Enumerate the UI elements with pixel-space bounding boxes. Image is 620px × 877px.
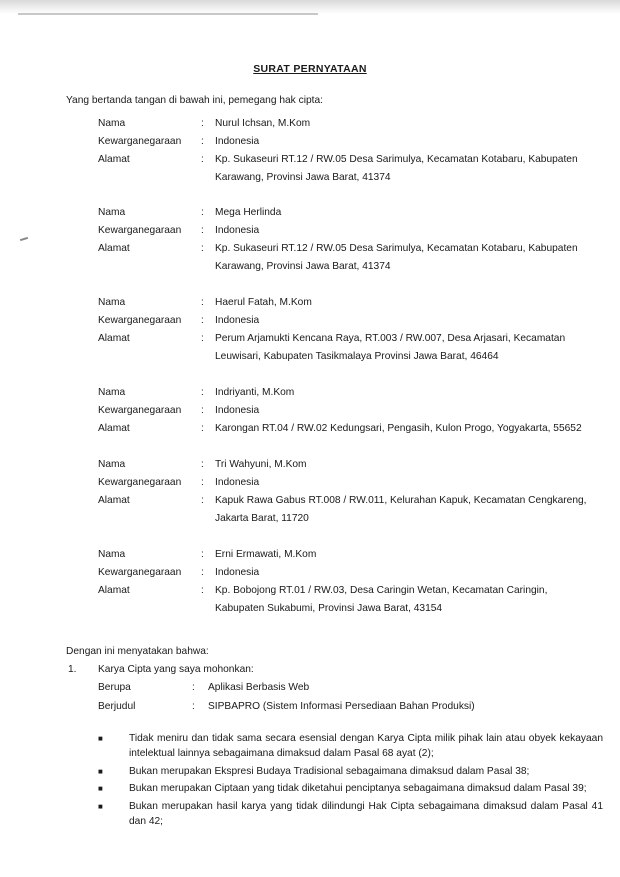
name-row	[98, 204, 608, 222]
field-label-name: Nama	[98, 549, 126, 560]
party-nationality: Indonesia	[215, 225, 260, 236]
field-label-address: Alamat	[98, 243, 130, 254]
party-nationality: Indonesia	[215, 477, 260, 488]
address-line: Perum Arjamukti Kencana Raya, RT.003 / RW.007, Desa Arjasari, Kecamatan	[215, 333, 566, 344]
colon: :	[201, 495, 204, 506]
party-nationality: Indonesia	[215, 405, 260, 416]
bullet-icon: ■	[98, 734, 103, 743]
list-item-text: Tidak meniru dan tidak sama secara esensial dengan Karya Cipta milik pihak lain atau obyek kekayaan intelektual lainnya sebagaimana dimaksud dalam Pasal 68 ayat (2);	[129, 733, 603, 759]
scan-artifact-line	[18, 13, 318, 15]
work-type-value: Aplikasi Berbasis Web	[208, 682, 310, 693]
party-name: Indriyanti, M.Kom	[215, 387, 295, 398]
field-label-address: Alamat	[98, 154, 130, 165]
item-text: Karya Cipta yang saya mohonkan:	[98, 664, 254, 675]
list-item	[98, 800, 603, 830]
nationality-row	[98, 474, 608, 492]
address-row	[98, 582, 608, 618]
colon: :	[201, 207, 204, 218]
bullet-icon: ■	[98, 784, 103, 794]
address-line: Karongan RT.04 / RW.02 Kedungsari, Pengasih, Kulon Progo, Yogyakarta, 55652	[215, 423, 582, 434]
nationality-row	[98, 402, 608, 420]
field-label-name: Nama	[98, 118, 126, 129]
name-row	[98, 294, 608, 312]
list-item	[98, 765, 603, 780]
party-name: Tri Wahyuni, M.Kom	[215, 459, 307, 470]
party-name: Nurul Ichsan, M.Kom	[215, 118, 311, 129]
list-item	[98, 782, 603, 797]
colon: :	[201, 585, 204, 596]
list-item-text: Bukan merupakan Ciptaan yang tidak diketahui penciptanya sebagaimana dimaksud dalam Pasal 39;	[129, 783, 587, 795]
bullet-icon: ■	[98, 802, 103, 812]
field-label-nationality: Kewarganegaraan	[98, 405, 182, 416]
nationality-row	[98, 222, 608, 240]
field-label-address: Alamat	[98, 423, 130, 434]
nationality-row	[98, 564, 608, 582]
name-row	[98, 115, 608, 133]
name-row	[98, 384, 608, 402]
party-nationality: Indonesia	[215, 567, 260, 578]
field-label-nationality: Kewarganegaraan	[98, 225, 182, 236]
list-item	[98, 732, 603, 762]
address-line: Jakarta Barat, 11720	[215, 513, 309, 524]
work-title-row	[98, 698, 598, 716]
field-label-nationality: Kewarganegaraan	[98, 136, 182, 147]
field-label-address: Alamat	[98, 585, 130, 596]
colon: :	[201, 118, 204, 129]
party-address	[215, 240, 608, 276]
document-title: SURAT PERNYATAAN	[253, 63, 367, 75]
address-line: Kp. Sukaseuri RT.12 / RW.05 Desa Sarimulya, Kecamatan Kotabaru, Kabupaten	[215, 154, 578, 165]
list-item-text: Bukan merupakan hasil karya yang tidak dilindungi Hak Cipta sebagaimana dimaksud dalam Pasal 41 dan 42;	[129, 801, 603, 827]
colon: :	[192, 682, 195, 693]
party-name: Mega Herlinda	[215, 207, 282, 218]
field-label-address: Alamat	[98, 495, 130, 506]
field-label-nationality: Kewarganegaraan	[98, 477, 182, 488]
declaration-list	[98, 732, 603, 833]
address-line: Kabupaten Sukabumi, Provinsi Jawa Barat, 43154	[215, 603, 443, 614]
intro-text: Yang bertanda tangan di bawah ini, pemegang hak cipta:	[66, 95, 323, 106]
scan-edge-shadow	[0, 0, 620, 14]
address-row	[98, 420, 608, 438]
party-name: Erni Ermawati, M.Kom	[215, 549, 317, 560]
scan-artifact-mark	[20, 237, 28, 241]
address-row	[98, 330, 608, 366]
address-line: Kapuk Rawa Gabus RT.008 / RW.011, Kelurahan Kapuk, Kecamatan Cengkareng,	[215, 495, 587, 506]
field-label-title: Berjudul	[98, 701, 136, 712]
colon: :	[201, 154, 204, 165]
address-line: Kp. Sukaseuri RT.12 / RW.05 Desa Sarimulya, Kecamatan Kotabaru, Kabupaten	[215, 243, 578, 254]
party-address	[215, 420, 608, 438]
colon: :	[201, 315, 204, 326]
colon: :	[201, 567, 204, 578]
party-block	[98, 115, 608, 187]
work-type-row	[98, 679, 598, 697]
colon: :	[201, 423, 204, 434]
name-row	[98, 456, 608, 474]
field-label-name: Nama	[98, 207, 126, 218]
address-line: Leuwisari, Kabupaten Tasikmalaya Provinsi Jawa Barat, 46464	[215, 351, 499, 362]
field-label-name: Nama	[98, 459, 126, 470]
field-label-name: Nama	[98, 297, 126, 308]
statement-text: Dengan ini menyatakan bahwa:	[66, 646, 209, 657]
work-title-value: SIPBAPRO (Sistem Informasi Persediaan Bahan Produksi)	[208, 701, 475, 712]
address-line: Karawang, Provinsi Jawa Barat, 41374	[215, 172, 391, 183]
party-address	[215, 492, 608, 528]
name-row	[98, 546, 608, 564]
item-number: 1.	[68, 664, 77, 675]
colon: :	[201, 477, 204, 488]
colon: :	[201, 405, 204, 416]
field-label-name: Nama	[98, 387, 126, 398]
party-nationality: Indonesia	[215, 315, 260, 326]
party-address	[215, 151, 608, 187]
bullet-icon: ■	[98, 766, 103, 776]
field-label-nationality: Kewarganegaraan	[98, 315, 182, 326]
party-name: Haerul Fatah, M.Kom	[215, 297, 312, 308]
colon: :	[201, 136, 204, 147]
address-row	[98, 492, 608, 528]
address-row	[98, 151, 608, 187]
colon: :	[201, 225, 204, 236]
party-block	[98, 546, 608, 618]
party-block	[98, 294, 608, 366]
nationality-row	[98, 133, 608, 151]
colon: :	[192, 701, 195, 712]
colon: :	[201, 243, 204, 254]
numbered-item	[68, 661, 254, 679]
address-row	[98, 240, 608, 276]
field-label-type: Berupa	[98, 682, 131, 693]
colon: :	[201, 549, 204, 560]
party-block	[98, 204, 608, 276]
nationality-row	[98, 312, 608, 330]
party-address	[215, 582, 608, 618]
colon: :	[201, 333, 204, 344]
party-nationality: Indonesia	[215, 136, 260, 147]
colon: :	[201, 459, 204, 470]
address-line: Karawang, Provinsi Jawa Barat, 41374	[215, 261, 391, 272]
field-label-address: Alamat	[98, 333, 130, 344]
list-item-text: Bukan merupakan Ekspresi Budaya Tradisional sebagaimana dimaksud dalam Pasal 38;	[129, 765, 530, 777]
party-block	[98, 384, 608, 438]
colon: :	[201, 297, 204, 308]
party-block	[98, 456, 608, 528]
colon: :	[201, 387, 204, 398]
address-line: Kp. Bobojong RT.01 / RW.03, Desa Caringin Wetan, Kecamatan Caringin,	[215, 585, 548, 596]
field-label-nationality: Kewarganegaraan	[98, 567, 182, 578]
party-address	[215, 330, 608, 366]
